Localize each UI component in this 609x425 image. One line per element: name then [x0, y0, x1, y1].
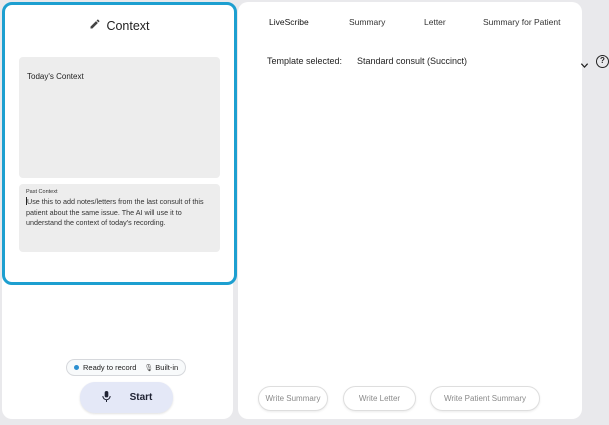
tab-summary[interactable]: Summary	[349, 17, 386, 27]
left-panel	[2, 2, 233, 419]
mic-source-icon: 🎙	[144, 364, 154, 372]
write-summary-button[interactable]: Write Summary	[258, 386, 328, 411]
start-button[interactable]	[80, 382, 173, 413]
past-context-placeholder	[26, 197, 212, 229]
context-card	[2, 2, 237, 285]
past-context-placeholder-text: Use this to add notes/letters from the last consult of this patient about the same issue. The AI will use it to understand the context of today's recording.	[26, 197, 204, 227]
start-button-label: Start	[129, 392, 153, 403]
status-text: Ready to record	[83, 363, 137, 372]
tab-bar	[238, 17, 582, 31]
template-value[interactable]: Standard consult (Succinct)	[357, 56, 468, 66]
context-header	[5, 18, 234, 33]
template-selector[interactable]	[267, 56, 605, 70]
write-letter-button[interactable]: Write Letter	[343, 386, 416, 411]
recording-status-badge	[66, 359, 186, 376]
tab-livescribe[interactable]: LiveScribe	[269, 17, 309, 27]
microphone-icon	[101, 390, 112, 406]
past-context-label: Past Context	[26, 189, 58, 195]
main-panel	[238, 2, 605, 419]
pencil-icon	[89, 18, 101, 33]
chevron-down-icon[interactable]	[580, 57, 589, 66]
help-icon[interactable]: ?	[596, 55, 609, 68]
todays-context-label: Today's Context	[27, 72, 84, 81]
tab-summary-for-patient[interactable]: Summary for Patient	[483, 17, 561, 27]
tab-letter[interactable]: Letter	[424, 17, 446, 27]
status-dot-icon	[74, 365, 79, 370]
past-context-field[interactable]	[19, 184, 220, 252]
context-title: Context	[106, 18, 150, 33]
write-patient-summary-button[interactable]: Write Patient Summary	[430, 386, 540, 411]
mic-source-text: Built-in	[155, 363, 179, 372]
template-label: Template selected:	[267, 56, 343, 66]
todays-context-field[interactable]	[19, 57, 220, 178]
